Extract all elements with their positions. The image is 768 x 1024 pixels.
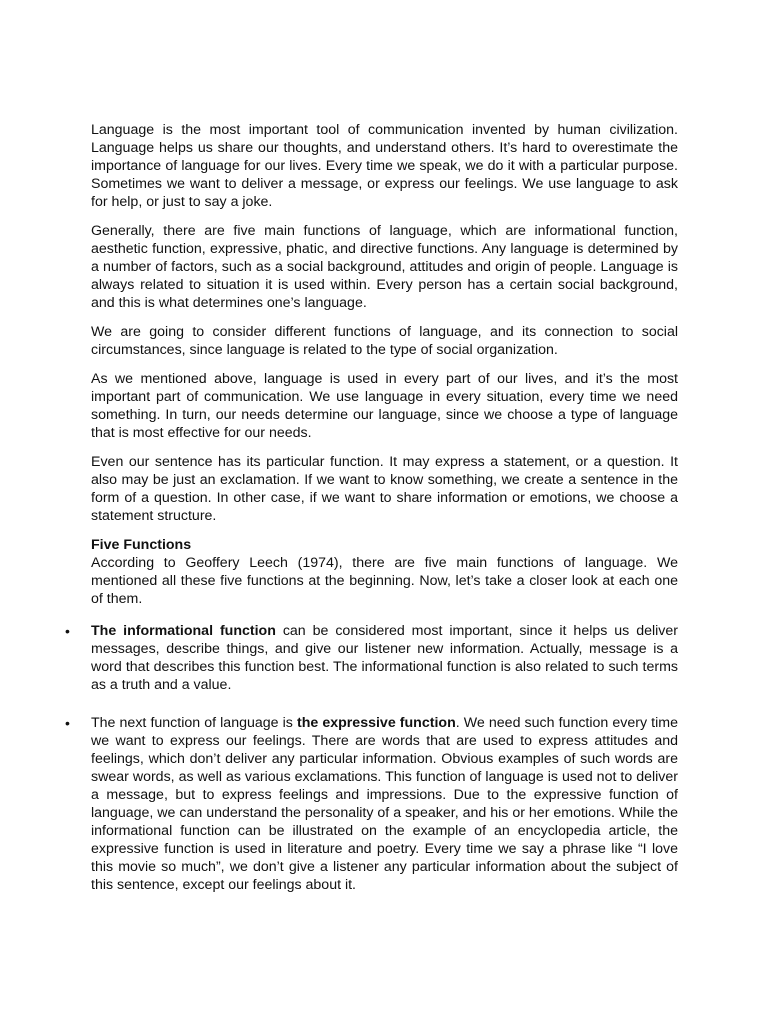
bullet-text (91, 714, 678, 894)
bullet-bold-term: the expressive function (296, 715, 456, 731)
list-item-informational (65, 622, 678, 694)
list-item-expressive (65, 714, 678, 894)
section-heading: Five Functions (91, 537, 192, 553)
bullet-pre: The next function of language is (91, 715, 297, 731)
paragraph-sentence-function: Even our sentence has its particular function. It may express a statement, or a question. It also may be just an exclamation. If we want to know something, we create a sentence in the form of a question. In other case, if we want to share information or emotions, we choose a statement structure. (91, 454, 678, 524)
bullet-marker: • (65, 623, 70, 639)
paragraph-communication: As we mentioned above, language is used in every part of our lives, and it’s the most important part of communication. We use language in every situation, every time we need something. In turn, our needs determine our language, since we choose a type of language that is most effective for our needs. (91, 371, 678, 441)
document-page (65, 121, 678, 894)
paragraph-intro: Language is the most important tool of communication invented by human civilization. Language helps us share our thoughts, and understand others. It’s hard to overestimate the importance of language for our lives. Every time we speak, we do it with a particular purpose. Sometimes we want to deliver a message, or express our feelings. We use language to ask for help, or just to say a joke. (91, 122, 678, 210)
bullet-marker: • (65, 715, 70, 731)
bullet-post: can be considered most important, since it helps us deliver messages, describe things, and give our listener new information. Actually, message is a word that describes this function best. The informational function is also related to such terms as a truth and a value. (91, 623, 678, 693)
bullet-text (91, 622, 678, 694)
paragraph-functions-overview: Generally, there are five main functions of language, which are informational function, aesthetic function, expressive, phatic, and directive functions. Any language is determined by a number of factors, such as a social background, attitudes and origin of people. Language is always related to situation it is used within. Every person has a certain social background, and this is what determines one’s language. (91, 223, 678, 311)
bullet-bold-term: The informational function (91, 623, 276, 639)
section-intro: According to Geoffery Leech (1974), there are five main functions of language. We mentioned all these five functions at the beginning. Now, let’s take a closer look at each one of them. (91, 555, 678, 607)
bullet-post: . We need such function every time we want to express our feelings. There are words that are used to express attitudes and feelings, which don’t deliver any particular information. Obvious examples of such words are swear words, as well as various exclamations. This function of language is used not to deliver a message, but to express feelings and impressions. Due to the expressive function of language, we can understand the personality of a speaker, and his or her emotions. While the informational function can be illustrated on the example of an encyclopedia article, the expressive function is used in literature and poetry. Every time we say a phrase like “I love this movie so much”, we don’t give a listener any particular information about the subject of this sentence, except our feelings about it. (91, 715, 678, 893)
paragraph-social-circumstances: We are going to consider different functions of language, and its connection to social circumstances, since language is related to the type of social organization. (91, 324, 678, 358)
